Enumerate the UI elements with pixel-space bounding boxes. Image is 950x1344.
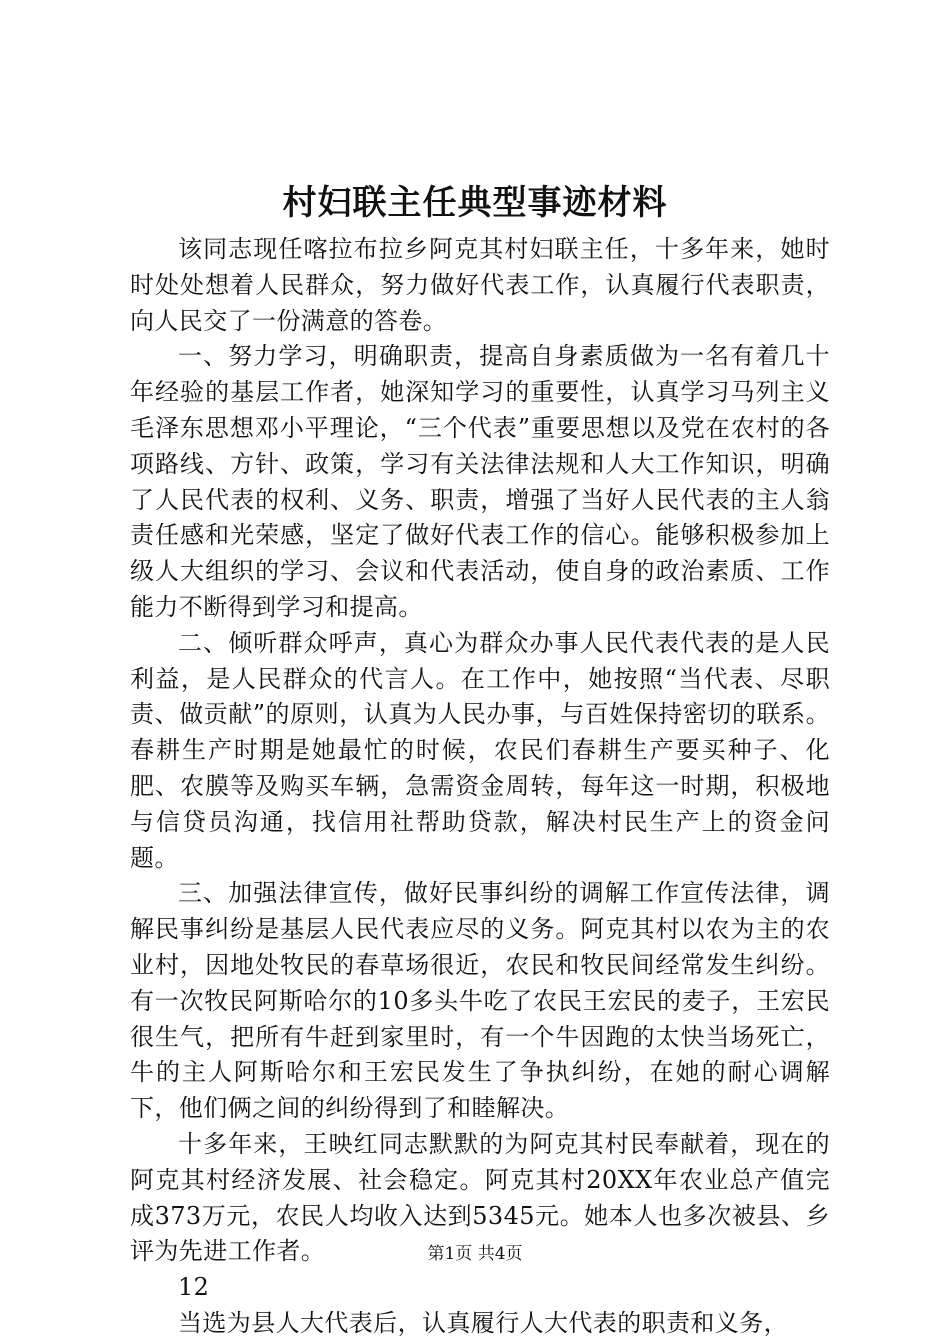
paragraph-summary: 十多年来，王映红同志默默的为阿克其村民奉献着，现在的阿克其村经济发展、社会稳定。阿克其村20XX年农业总产值完成373万元，农民人均收入达到5345元。她本人也多次被县、乡评为先进工作者。 [130,1129,830,1266]
paragraph-section-two: 二、倾听群众呼声，真心为群众办事人民代表代表的是人民利益，是人民群众的代言人。在工作中，她按照“当代表、尽职责、做贡献”的原则，认真为人民办事，与百姓保持密切的联系。春耕生产时期是她最忙的时候，农民们春耕生产要买种子、化肥、农膜等及购买车辆，急需资金周转，每年这一时期，积极地与信贷员沟通，找信用社帮助贷款，解决村民生产上的资金问题。 [130,628,830,872]
paragraph-section-one: 一、努力学习，明确职责，提高自身素质做为一名有着几十年经验的基层工作者，她深知学习的重要性，认真学习马列主义毛泽东思想邓小平理论，“三个代表”重要思想以及党在农村的各项路线、方针、政策，学习有关法律法规和人大工作知识，明确了人民代表的权利、义务、职责，增强了当好人民代表的主人翁责任感和光荣感，坚定了做好代表工作的信心。能够积极参加上级人大组织的学习、会议和代表活动，使自身的政治素质、工作能力不断得到学习和提高。 [130,342,830,621]
document-title: 村妇联主任典型事迹材料 [282,183,668,223]
paragraph-section-three: 三、加强法律宣传，做好民事纠纷的调解工作宣传法律，调解民事纠纷是基层人民代表应尽的义务。阿克其村以农为主的农业村，因地处牧民的春草场很近，农民和牧民间经常发生纠纷。有一次牧民阿斯哈尔的10多头牛吃了农民王宏民的麦子，王宏民很生气，把所有牛赶到家里时，有一个牛因跑的太快当场死亡，牛的主人阿斯哈尔和王宏民发生了争执纠纷，在她的耐心调解下，他们俩之间的纠纷得到了和睦解决。 [130,879,830,1123]
page-footer: 第1页 共4页 [427,1244,523,1264]
paragraph-intro: 该同志现任喀拉布拉乡阿克其村妇联主任，十多年来，她时时处处想着人民群众，努力做好代表工作，认真履行代表职责，向人民交了一份满意的答卷。 [130,235,830,335]
paragraph-continuation: 当选为县人大代表后，认真履行人大代表的职责和义务， [178,1308,788,1337]
paragraph-number: 12 [178,1273,210,1302]
document-body [130,232,830,1342]
